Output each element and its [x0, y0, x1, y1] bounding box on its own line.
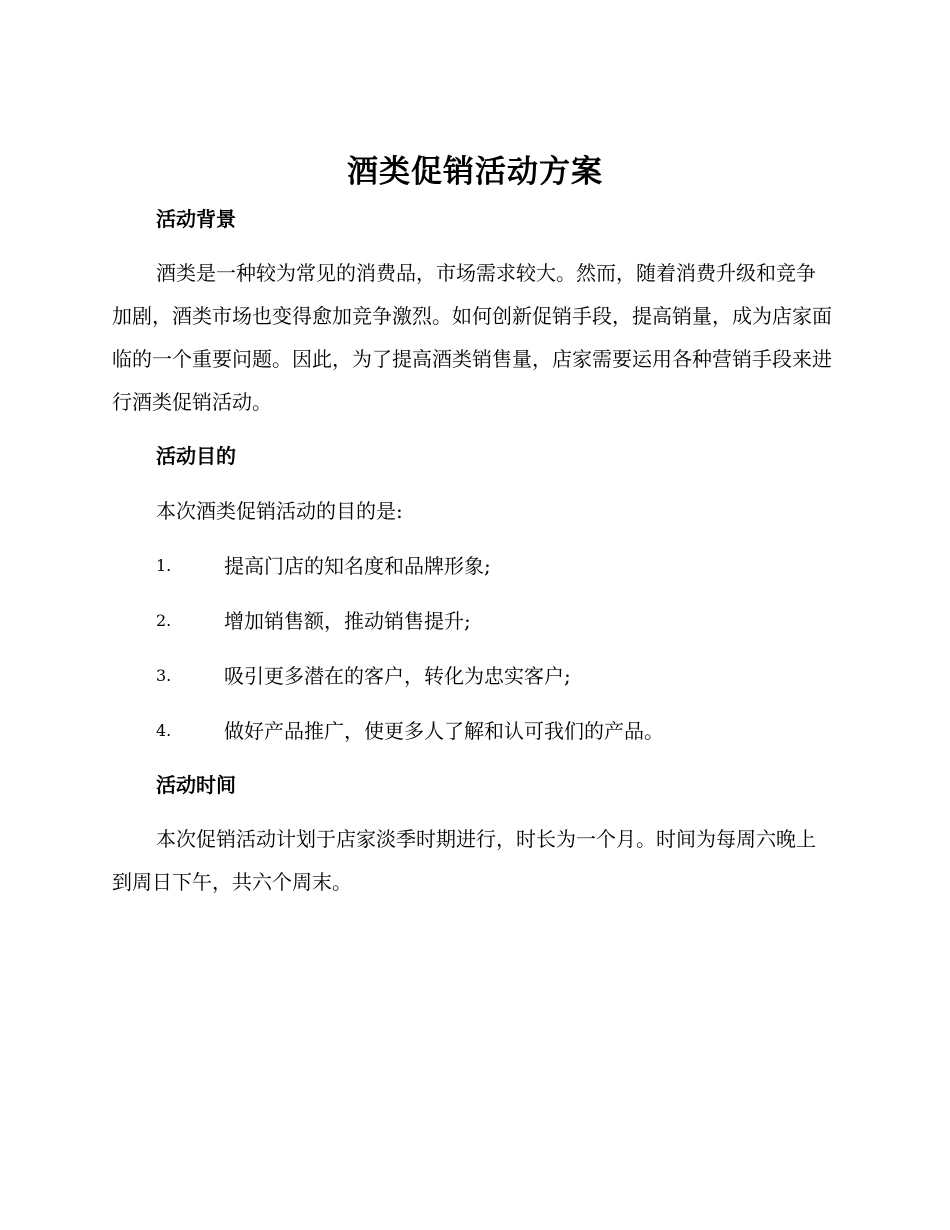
list-item-text: 吸引更多潜在的客户，转化为忠实客户;: [224, 664, 571, 688]
section-heading-time: 活动时间: [156, 773, 236, 797]
list-item-number: 2.: [156, 611, 172, 630]
list-item-text: 提高门店的知名度和品牌形象;: [224, 554, 491, 578]
list-item-text: 增加销售额，推动销售提升;: [224, 609, 471, 633]
list-item: [156, 716, 816, 746]
list-item-number: 1.: [156, 556, 172, 575]
list-item: [156, 661, 816, 691]
list-item: [156, 551, 816, 581]
time-paragraph: 本次促销活动计划于店家淡季时期进行，时长为一个月。时间为每周六晚上到周日下午，共六个周末。: [112, 827, 816, 894]
list-item-text: 做好产品推广，使更多人了解和认可我们的产品。: [224, 719, 664, 743]
list-item-number: 3.: [156, 666, 172, 685]
list-item: [156, 606, 816, 636]
document-title: 酒类促销活动方案: [347, 154, 603, 190]
background-paragraph: 酒类是一种较为常见的消费品，市场需求较大。然而，随着消费升级和竞争加剧，酒类市场也变得愈加竞争激烈。如何创新促销手段，提高销量，成为店家面临的一个重要问题。因此，为了提高酒类销售量，店家需要运用各种营销手段来进行酒类促销活动。: [112, 261, 832, 414]
purpose-intro: 本次酒类促销活动的目的是:: [156, 499, 403, 523]
list-item-number: 4.: [156, 721, 172, 740]
section-heading-background: 活动背景: [156, 207, 236, 231]
section-heading-purpose: 活动目的: [156, 444, 236, 468]
